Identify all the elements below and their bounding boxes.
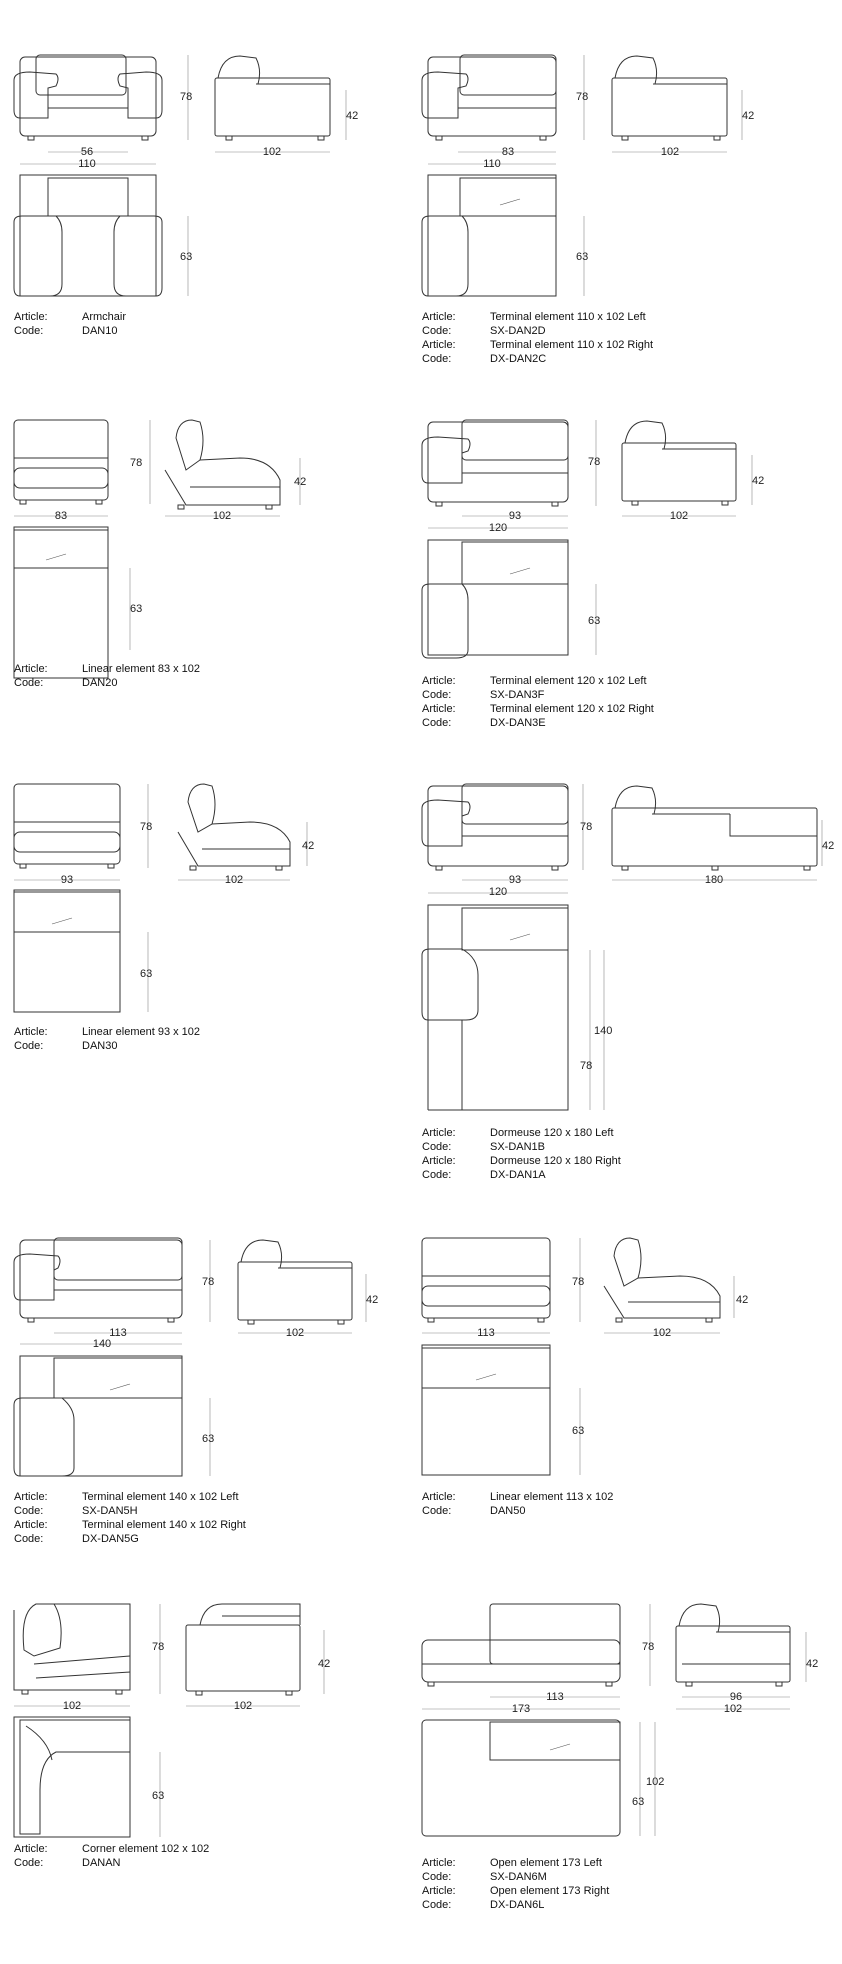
article-value: Terminal element 110 x 102 Left — [490, 311, 646, 323]
terminal-110-side-view — [612, 56, 742, 152]
armchair-top-depth-dim: 63 — [180, 251, 193, 263]
linear-93-front-view — [14, 784, 148, 880]
code-label: Code: — [422, 1899, 452, 1911]
dormeuse-top-depth2-dim: 78 — [580, 1060, 593, 1072]
article-value: Terminal element 120 x 102 Right — [490, 703, 654, 715]
dormeuse-side-depth-dim: 180 — [704, 874, 724, 886]
article-label: Article: — [422, 703, 456, 715]
linear-83-top-view — [14, 527, 130, 678]
dormeuse-seat-height-dim: 42 — [822, 840, 835, 852]
armchair-dimension-lines — [20, 55, 188, 164]
linear-113-front-view — [422, 1238, 580, 1333]
article-value: Terminal element 140 x 102 Left — [82, 1491, 239, 1503]
armchair-side-view — [215, 56, 346, 152]
article-value: Linear element 93 x 102 — [82, 1026, 201, 1038]
corner-front-view — [14, 1604, 160, 1706]
code-value: DX-DAN1A — [490, 1169, 546, 1181]
linear-93-height-dim: 78 — [140, 821, 153, 833]
terminal-110-top-view — [422, 175, 584, 296]
linear-93-top-view — [14, 890, 148, 1012]
code-value: DAN10 — [82, 325, 118, 337]
terminal-120-top-depth-dim: 63 — [588, 615, 601, 627]
article-label: Article: — [14, 1491, 48, 1503]
code-label: Code: — [14, 1857, 44, 1869]
corner-seat-height-dim: 42 — [318, 1658, 331, 1670]
corner-top-depth-dim: 63 — [152, 1790, 165, 1802]
dormeuse-front-view — [422, 784, 583, 893]
linear-83-height-dim: 78 — [130, 457, 143, 469]
corner-side-view — [186, 1604, 324, 1706]
terminal-120-total-width-dim: 120 — [488, 522, 508, 534]
code-value: DANAN — [82, 1857, 121, 1869]
article-value: Open element 173 Left — [490, 1857, 602, 1869]
linear-113-height-dim: 78 — [572, 1276, 585, 1288]
article-value: Linear element 83 x 102 — [82, 663, 201, 675]
linear-113-top-depth-dim: 63 — [572, 1425, 585, 1437]
linear-83-info — [14, 662, 200, 690]
code-value: DAN30 — [82, 1040, 118, 1052]
terminal-140-info — [14, 1490, 246, 1546]
code-label: Code: — [422, 1141, 452, 1153]
article-value: Terminal element 120 x 102 Left — [490, 675, 647, 687]
terminal-140-side-view — [238, 1240, 366, 1333]
article-label: Article: — [422, 311, 456, 323]
dormeuse-top-view — [422, 905, 604, 1110]
armchair-info — [14, 310, 126, 338]
linear-93-front-width-dim: 93 — [60, 874, 74, 886]
open-element-side-depth2-dim: 96 — [729, 1691, 743, 1703]
open-element-seat-height-dim: 42 — [806, 1658, 819, 1670]
terminal-110-top-depth-dim: 63 — [576, 251, 589, 263]
code-value: DX-DAN6L — [490, 1899, 545, 1911]
corner-top-view — [14, 1717, 160, 1837]
terminal-110-front-width-dim: 83 — [501, 146, 515, 158]
article-value: Armchair — [82, 311, 127, 323]
linear-93-info — [14, 1025, 200, 1053]
terminal-110-side-depth-dim: 102 — [660, 146, 680, 158]
article-value: Terminal element 140 x 102 Right — [82, 1519, 246, 1531]
terminal-120-info — [422, 674, 654, 730]
terminal-110-seat-height-dim: 42 — [742, 110, 755, 122]
terminal-120-seat-height-dim: 42 — [752, 475, 765, 487]
open-element-total-width-dim: 173 — [511, 1703, 531, 1715]
code-value: SX-DAN2D — [490, 325, 546, 337]
code-label: Code: — [422, 717, 452, 729]
code-label: Code: — [422, 689, 452, 701]
linear-83-seat-height-dim: 42 — [294, 476, 307, 488]
code-value: SX-DAN1B — [490, 1141, 546, 1153]
article-label: Article: — [14, 1519, 48, 1531]
armchair-top-view — [14, 175, 188, 296]
terminal-140-top-view — [14, 1356, 210, 1476]
article-label: Article: — [422, 675, 456, 687]
code-label: Code: — [422, 325, 452, 337]
article-value: Open element 173 Right — [490, 1885, 610, 1897]
dormeuse-info — [422, 1126, 621, 1182]
article-label: Article: — [14, 1843, 48, 1855]
code-label: Code: — [422, 1871, 452, 1883]
linear-93-side-view — [178, 784, 307, 880]
terminal-140-height-dim: 78 — [202, 1276, 215, 1288]
article-value: Dormeuse 120 x 180 Right — [490, 1155, 621, 1167]
code-value: DX-DAN2C — [490, 353, 547, 365]
article-label: Article: — [422, 339, 456, 351]
code-label: Code: — [14, 1533, 44, 1545]
open-element-height-dim: 78 — [642, 1641, 655, 1653]
linear-83-side-view — [165, 420, 300, 516]
terminal-140-top-depth-dim: 63 — [202, 1433, 215, 1445]
dormeuse-front-width-dim: 93 — [508, 874, 522, 886]
code-label: Code: — [14, 1505, 44, 1517]
linear-113-info — [422, 1490, 613, 1518]
article-label: Article: — [422, 1491, 456, 1503]
code-label: Code: — [422, 1169, 452, 1181]
armchair-side-depth-dim: 102 — [262, 146, 282, 158]
open-element-side-depth-dim: 102 — [723, 1703, 743, 1715]
linear-83-top-depth-dim: 63 — [130, 603, 143, 615]
corner-front-width-dim: 102 — [62, 1700, 82, 1712]
armchair-height-dim: 78 — [180, 91, 193, 103]
linear-93-top-depth-dim: 63 — [140, 968, 153, 980]
open-element-top-depth2-dim: 63 — [632, 1796, 645, 1808]
terminal-120-side-view — [622, 421, 752, 516]
code-value: SX-DAN6M — [490, 1871, 547, 1883]
dormeuse-top-depth-dim: 140 — [594, 1025, 613, 1037]
article-label: Article: — [422, 1155, 456, 1167]
linear-113-side-depth-dim: 102 — [652, 1327, 672, 1339]
code-value: DAN50 — [490, 1505, 526, 1517]
article-value: Dormeuse 120 x 180 Left — [490, 1127, 614, 1139]
linear-83-front-width-dim: 83 — [54, 510, 68, 522]
open-element-top-depth-dim: 102 — [646, 1776, 665, 1788]
terminal-110-height-dim: 78 — [576, 91, 589, 103]
code-label: Code: — [422, 353, 452, 365]
code-label: Code: — [14, 325, 44, 337]
dormeuse-side-view — [612, 786, 822, 880]
article-label: Article: — [14, 1026, 48, 1038]
open-element-front-width-dim: 113 — [546, 1691, 564, 1703]
corner-info — [14, 1842, 209, 1870]
article-value: Corner element 102 x 102 — [82, 1843, 210, 1855]
article-label: Article: — [14, 311, 48, 323]
terminal-110-info — [422, 310, 653, 366]
article-label: Article: — [14, 663, 48, 675]
open-element-front-view — [422, 1604, 650, 1709]
terminal-140-seat-height-dim: 42 — [366, 1294, 379, 1306]
armchair-front-view — [14, 55, 162, 140]
terminal-120-front-width-dim: 93 — [508, 510, 522, 522]
article-label: Article: — [422, 1857, 456, 1869]
terminal-110-total-width-dim: 110 — [483, 158, 501, 170]
open-element-info — [422, 1856, 609, 1912]
terminal-120-height-dim: 78 — [588, 456, 601, 468]
linear-113-seat-height-dim: 42 — [736, 1294, 749, 1306]
terminal-120-top-view — [422, 540, 596, 658]
code-value: DX-DAN3E — [490, 717, 546, 729]
corner-side-depth-dim: 102 — [233, 1700, 253, 1712]
linear-83-side-depth-dim: 102 — [212, 510, 232, 522]
code-value: SX-DAN5H — [82, 1505, 138, 1517]
armchair-total-width-dim: 110 — [78, 158, 96, 170]
linear-113-front-width-dim: 113 — [477, 1327, 495, 1339]
linear-113-side-view — [604, 1238, 734, 1333]
article-label: Article: — [422, 1127, 456, 1139]
linear-93-seat-height-dim: 42 — [302, 840, 315, 852]
terminal-120-side-depth-dim: 102 — [669, 510, 689, 522]
armchair-seat-height-dim: 42 — [346, 110, 359, 122]
code-value: DX-DAN5G — [82, 1533, 139, 1545]
code-value: DAN20 — [82, 677, 118, 689]
code-label: Code: — [14, 1040, 44, 1052]
armchair-front-width-dim: 56 — [80, 146, 94, 158]
corner-height-dim: 78 — [152, 1641, 165, 1653]
article-value: Terminal element 110 x 102 Right — [490, 339, 654, 351]
code-label: Code: — [422, 1505, 452, 1517]
dormeuse-height-dim: 78 — [580, 821, 593, 833]
open-element-top-view — [422, 1720, 655, 1836]
linear-113-top-view — [422, 1345, 580, 1475]
terminal-140-front-width-dim: 113 — [109, 1327, 127, 1339]
code-label: Code: — [14, 677, 44, 689]
terminal-140-side-depth-dim: 102 — [285, 1327, 305, 1339]
code-value: SX-DAN3F — [490, 689, 545, 701]
article-label: Article: — [422, 1885, 456, 1897]
terminal-140-total-width-dim: 140 — [92, 1338, 112, 1350]
linear-93-side-depth-dim: 102 — [224, 874, 244, 886]
dormeuse-total-width-dim: 120 — [488, 886, 508, 898]
article-value: Linear element 113 x 102 — [490, 1491, 614, 1503]
